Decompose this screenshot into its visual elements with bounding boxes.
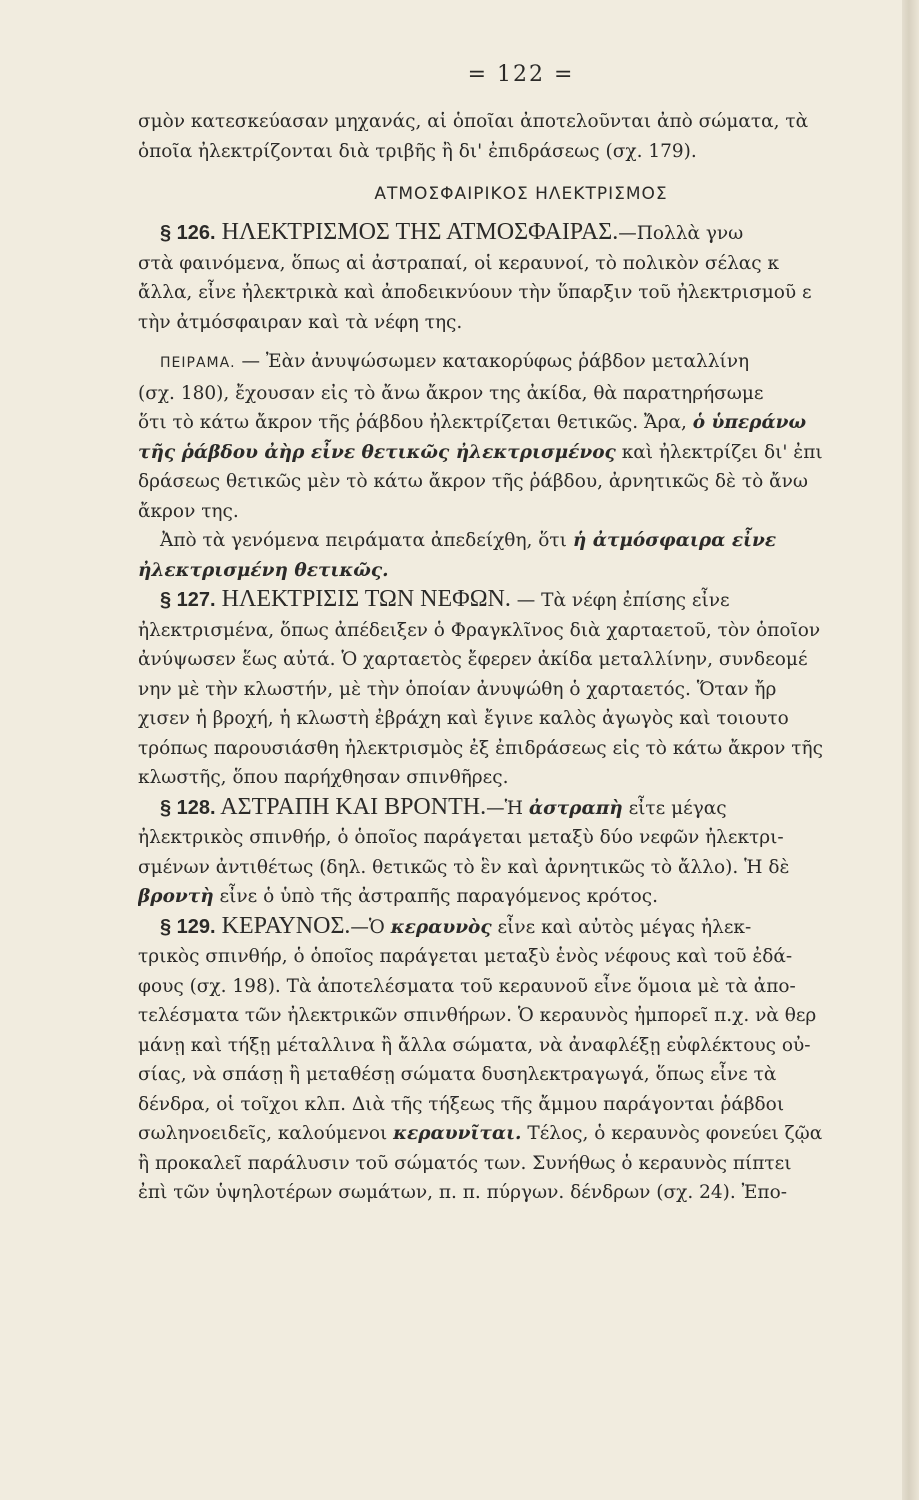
text-line: βροντὴ εἶνε ὁ ὑπὸ τῆς ἀστραπῆς παραγόμενος κρότος. <box>138 886 658 907</box>
section-number: § 129. <box>160 915 216 938</box>
section-number: § 127. <box>160 589 216 611</box>
text-line: δένδρα, οἱ τοῖχοι κλπ. Διὰ τῆς τήξεως τῆς ἄμμου παράγονται ῥάβδοι <box>138 1093 785 1115</box>
text-line: ἀνύψωσεν ἕως αὐτά. Ὁ χαρταετὸς ἔφερεν ἀκίδα μεταλλίνην, συνδεομέ <box>138 649 808 670</box>
section-128-first-line: § 128. ΑΣΤΡΑΠΗ ΚΑΙ ΒΡΟΝΤΗ.—Ἡ ἀστραπὴ εἶτε μέγας <box>160 793 727 820</box>
page-number: = 122 = <box>467 62 575 87</box>
intro-line: σμὸν κατεσκεύασαν μηχανάς, αἱ ὁποῖαι ἀποτελοῦνται ἀπὸ σώματα, τὰ <box>138 111 809 132</box>
section-title: ΗΛΕΚΤΡΙΣΙΣ ΤΩΝ ΝΕΦΩΝ. <box>221 586 511 612</box>
text-line: τὴν ἀτμόσφαιραν καὶ τὰ νέφη της. <box>138 311 463 333</box>
text-line: σμένων ἀντιθέτως (δηλ. θετικῶς τὸ ἓν καὶ ἀρνητικῶς τὸ ἄλλο). Ἡ δὲ <box>138 856 790 878</box>
text-line: ἐπὶ τῶν ὑψηλοτέρων σωμάτων, π. π. πύργων. δένδρων (σχ. 24). Ἐπο- <box>138 1182 787 1203</box>
section-129 <box>138 912 904 1208</box>
section-title: ΚΕΡΑΥΝΟΣ. <box>221 912 351 939</box>
section-number: § 126. <box>160 222 216 244</box>
text-line: ἠλεκτρισμένη θετικῶς. <box>138 559 389 581</box>
text-line: δράσεως θετικῶς μὲν τὸ κάτω ἄκρον τῆς ῥάβδου, ἀρνητικῶς δὲ τὸ ἄνω <box>138 471 808 492</box>
chapter-heading: ΑΤΜΟΣΦΑΙΡΙΚΟΣ ΗΛΕΚΤΡΙΣΜΟΣ <box>374 184 668 204</box>
text-line: ἠλεκτρισμένα, ὅπως ἀπέδειξεν ὁ Φραγκλῖνος διὰ χαρταετοῦ, τὸν ὁποῖον <box>138 619 821 641</box>
text-line: ἄλλα, εἶνε ἠλεκτρικὰ καὶ ἀποδεικνύουν τὴν ὕπαρξιν τοῦ ἠλεκτρισμοῦ ε <box>138 282 812 303</box>
text-line: τελέσματα τῶν ἠλεκτρικῶν σπινθήρων. Ὁ κεραυνὸς ἠμπορεῖ π.χ. νὰ θερ <box>138 1005 817 1026</box>
text-line: ἠλεκτρικὸς σπινθήρ, ὁ ὁποῖος παράγεται μεταξὺ δύο νεφῶν ἠλεκτρι- <box>138 827 784 848</box>
section-127 <box>138 585 904 793</box>
text-line: ἄκρον της. <box>138 500 239 522</box>
text-line: τρικὸς σπινθήρ, ὁ ὁποῖος παράγεται μεταξὺ ἑνὸς νέφους καὶ τοῦ ἐδά- <box>138 946 793 967</box>
text-line: ἢ προκαλεῖ παράλυσιν τοῦ σώματός των. Συνήθως ὁ κεραυνὸς πίπτει <box>138 1152 792 1174</box>
page-edge <box>902 0 919 1500</box>
experiment-paragraph <box>138 347 904 585</box>
experiment-first-line: ΠΕΙΡΑΜΑ. — Ἐὰν ἀνυψώσωμεν κατακορύφως ῥάβδον μεταλλίνη <box>160 351 750 372</box>
section-title: ΑΣΤΡΑΠΗ ΚΑΙ ΒΡΟΝΤΗ. <box>220 793 487 820</box>
text-line: κλωστῆς, ὅπου παρήχθησαν σπινθῆρες. <box>138 767 509 788</box>
section-126-first-line: § 126. ΗΛΕΚΤΡΙΣΜΟΣ ΤΗΣ ΑΤΜΟΣΦΑΙΡΑΣ.—Πολλὰ γνω <box>160 219 744 245</box>
text-line: ὅτι τὸ κάτω ἄκρον τῆς ῥάβδου ἠλεκτρίζεται θετικῶς. Ἄρα, ὁ ὑπεράνω <box>138 412 807 433</box>
intro-paragraph <box>138 107 904 166</box>
section-129-first-line: § 129. ΚΕΡΑΥΝΟΣ.—Ὁ κεραυνὸς εἶνε καὶ αὐτὸς μέγας ἠλεκ- <box>160 912 752 939</box>
text-line: χισεν ἡ βροχή, ἡ κλωστὴ ἐβράχη καὶ ἔγινε καλὸς ἀγωγὸς καὶ τοιουτο <box>138 708 789 729</box>
text-line: στὰ φαινόμενα, ὅπως αἱ ἀστραπαί, οἱ κεραυνοί, τὸ πολικὸν σέλας κ <box>138 252 780 274</box>
text-line: σωληνοειδεῖς, καλούμενοι κεραυνῖται. Τέλος, ὁ κεραυνὸς φονεύει ζῷα <box>138 1123 823 1144</box>
text-line: φους (σχ. 198). Τὰ ἀποτελέσματα τοῦ κεραυνοῦ εἶνε ὅμοια μὲ τὰ ἀπο- <box>138 975 796 997</box>
section-127-first-line: § 127. ΗΛΕΚΤΡΙΣΙΣ ΤΩΝ ΝΕΦΩΝ. — Τὰ νέφη ἐπίσης εἶνε <box>160 586 730 612</box>
text-line: Ἀπὸ τὰ γενόμενα πειράματα ἀπεδείχθη, ὅτι ἡ ἀτμόσφαιρα εἶνε <box>160 530 777 551</box>
experiment-label: ΠΕΙΡΑΜΑ. <box>160 355 236 371</box>
text-line: μάνῃ καὶ τήξῃ μέταλλινα ἢ ἄλλα σώματα, νὰ ἀναφλέξῃ εὐφλέκτους οὐ- <box>138 1034 811 1056</box>
text-line: νην μὲ τὴν κλωστήν, μὲ τὴν ὁποίαν ἀνυψώθη ὁ χαρταετός. Ὅταν ἤρ <box>138 678 777 700</box>
text-line: σίας, νὰ σπάσῃ ἢ μεταθέσῃ σώματα δυσηλεκτραγωγά, ὅπως εἶνε τὰ <box>138 1064 777 1085</box>
section-128 <box>138 793 904 912</box>
text-line: τρόπως παρουσιάσθη ἠλεκτρισμὸς ἐξ ἐπιδράσεως εἰς τὸ κάτω ἄκρον τῆς <box>138 737 823 759</box>
text-line: (σχ. 180), ἔχουσαν εἰς τὸ ἄνω ἄκρον της ἀκίδα, θὰ παρατηρήσωμε <box>138 382 764 404</box>
section-title: ΗΛΕΚΤΡΙΣΜΟΣ ΤΗΣ ΑΤΜΟΣΦΑΙΡΑΣ. <box>221 219 619 245</box>
intro-line: ὁποῖα ἠλεκτρίζονται διὰ τριβῆς ἢ δι' ἐπιδράσεως (σχ. 179). <box>138 140 697 162</box>
section-126 <box>138 218 904 337</box>
book-page <box>138 58 904 1478</box>
section-number: § 128. <box>160 796 216 819</box>
text-line: τῆς ῥάβδου ἀὴρ εἶνε θετικῶς ἠλεκτρισμένος καὶ ἠλεκτρίζει δι' ἐπι <box>138 441 823 463</box>
